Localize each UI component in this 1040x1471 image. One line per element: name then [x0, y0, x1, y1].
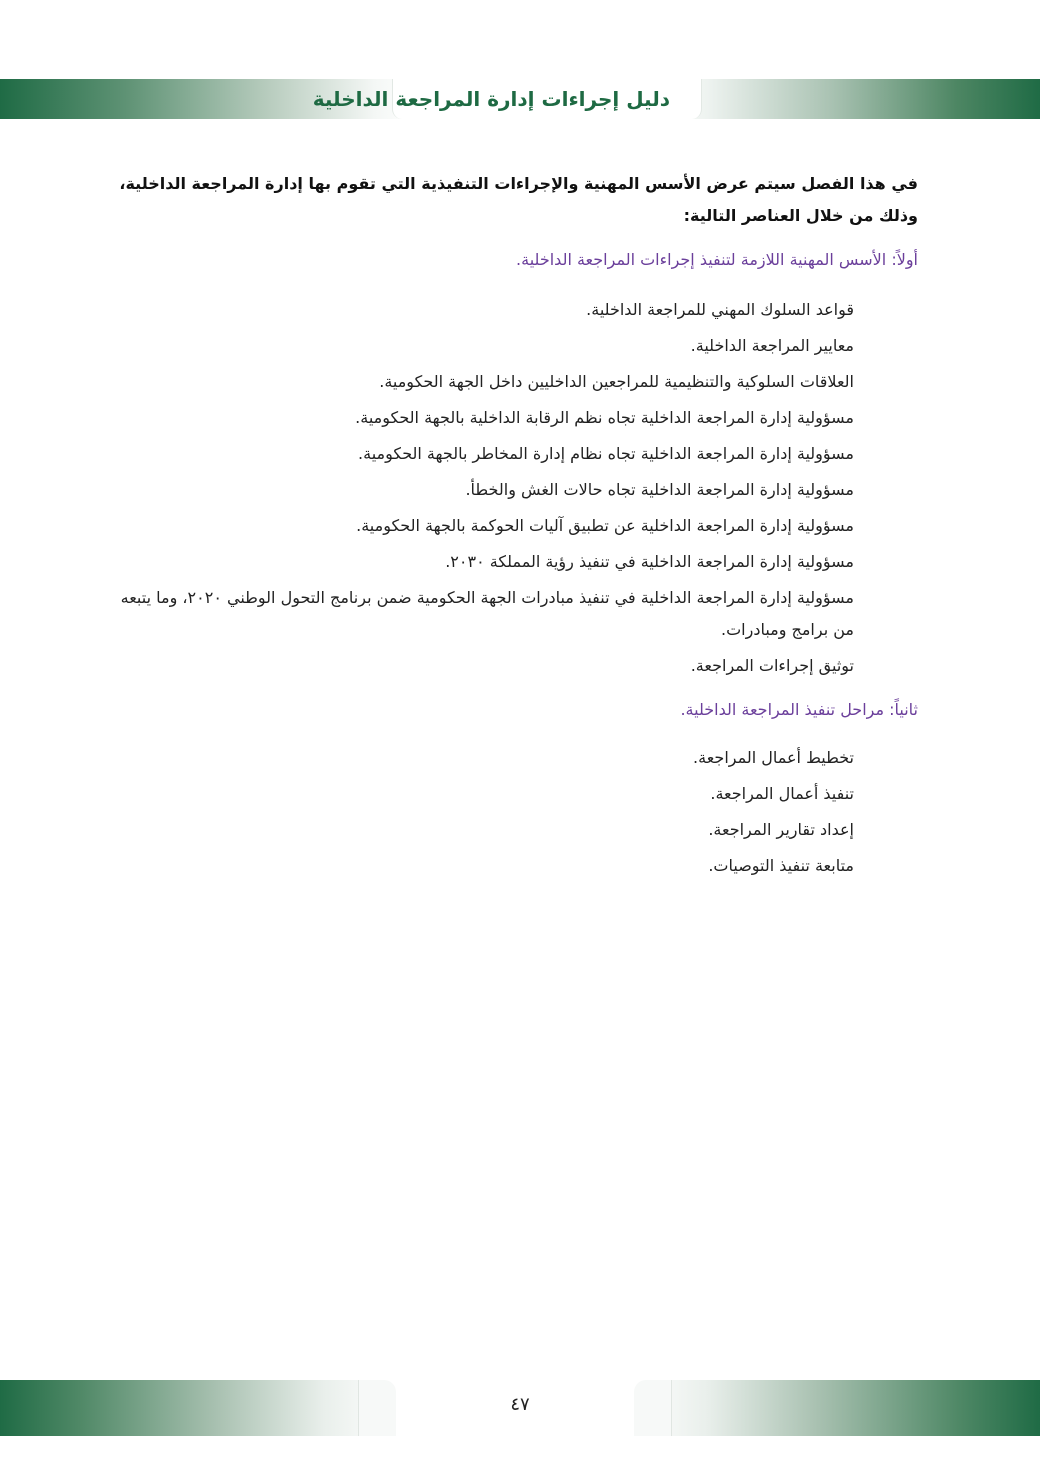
section-1-list — [114, 294, 854, 686]
footer-band-left — [0, 1380, 395, 1436]
section-1-title: أولاً: الأسس المهنية اللازمة لتنفيذ إجراءات المراجعة الداخلية. — [516, 250, 918, 269]
footer-tab-right — [634, 1380, 672, 1436]
list-item: مسؤولية إدارة المراجعة الداخلية تجاه حالات الغش والخطأ. — [465, 480, 854, 499]
section-2-list — [114, 742, 854, 886]
list-item: مسؤولية إدارة المراجعة الداخلية عن تطبيق آليات الحوكمة بالجهة الحكومية. — [356, 516, 854, 535]
list-item: معايير المراجعة الداخلية. — [690, 336, 854, 355]
footer-band-right — [634, 1380, 1040, 1436]
list-item: توثيق إجراءات المراجعة. — [690, 656, 854, 675]
list-item: مسؤولية إدارة المراجعة الداخلية في تنفيذ مبادرات الجهة الحكومية ضمن برنامج التحول الوطني ٢٠٢٠، وما يتبعه من برامج ومبادرات. — [120, 588, 854, 639]
page-number: ٤٧ — [510, 1394, 530, 1415]
list-item: تنفيذ أعمال المراجعة. — [710, 784, 854, 803]
list-item: مسؤولية إدارة المراجعة الداخلية في تنفيذ رؤية المملكة ٢٠٣٠. — [445, 552, 854, 571]
list-item: العلاقات السلوكية والتنظيمية للمراجعين الداخليين داخل الجهة الحكومية. — [379, 372, 854, 391]
list-item: مسؤولية إدارة المراجعة الداخلية تجاه نظام إدارة المخاطر بالجهة الحكومية. — [358, 444, 854, 463]
list-item: قواعد السلوك المهني للمراجعة الداخلية. — [586, 300, 854, 319]
list-item: إعداد تقارير المراجعة. — [708, 820, 854, 839]
list-item: تخطيط أعمال المراجعة. — [693, 748, 854, 767]
page-header-title: دليل إجراءات إدارة المراجعة الداخلية — [312, 87, 670, 111]
section-2-title: ثانياً: مراحل تنفيذ المراجعة الداخلية. — [680, 700, 918, 719]
list-item: متابعة تنفيذ التوصيات. — [708, 856, 854, 875]
intro-paragraph: في هذا الفصل سيتم عرض الأسس المهنية والإجراءات التنفيذية التي تقوم بها إدارة المراجعة الداخلية، وذلك من خلال العناصر التالية: — [119, 174, 918, 225]
list-item: مسؤولية إدارة المراجعة الداخلية تجاه نظم الرقابة الداخلية بالجهة الحكومية. — [355, 408, 854, 427]
footer-tab-left — [358, 1380, 396, 1436]
